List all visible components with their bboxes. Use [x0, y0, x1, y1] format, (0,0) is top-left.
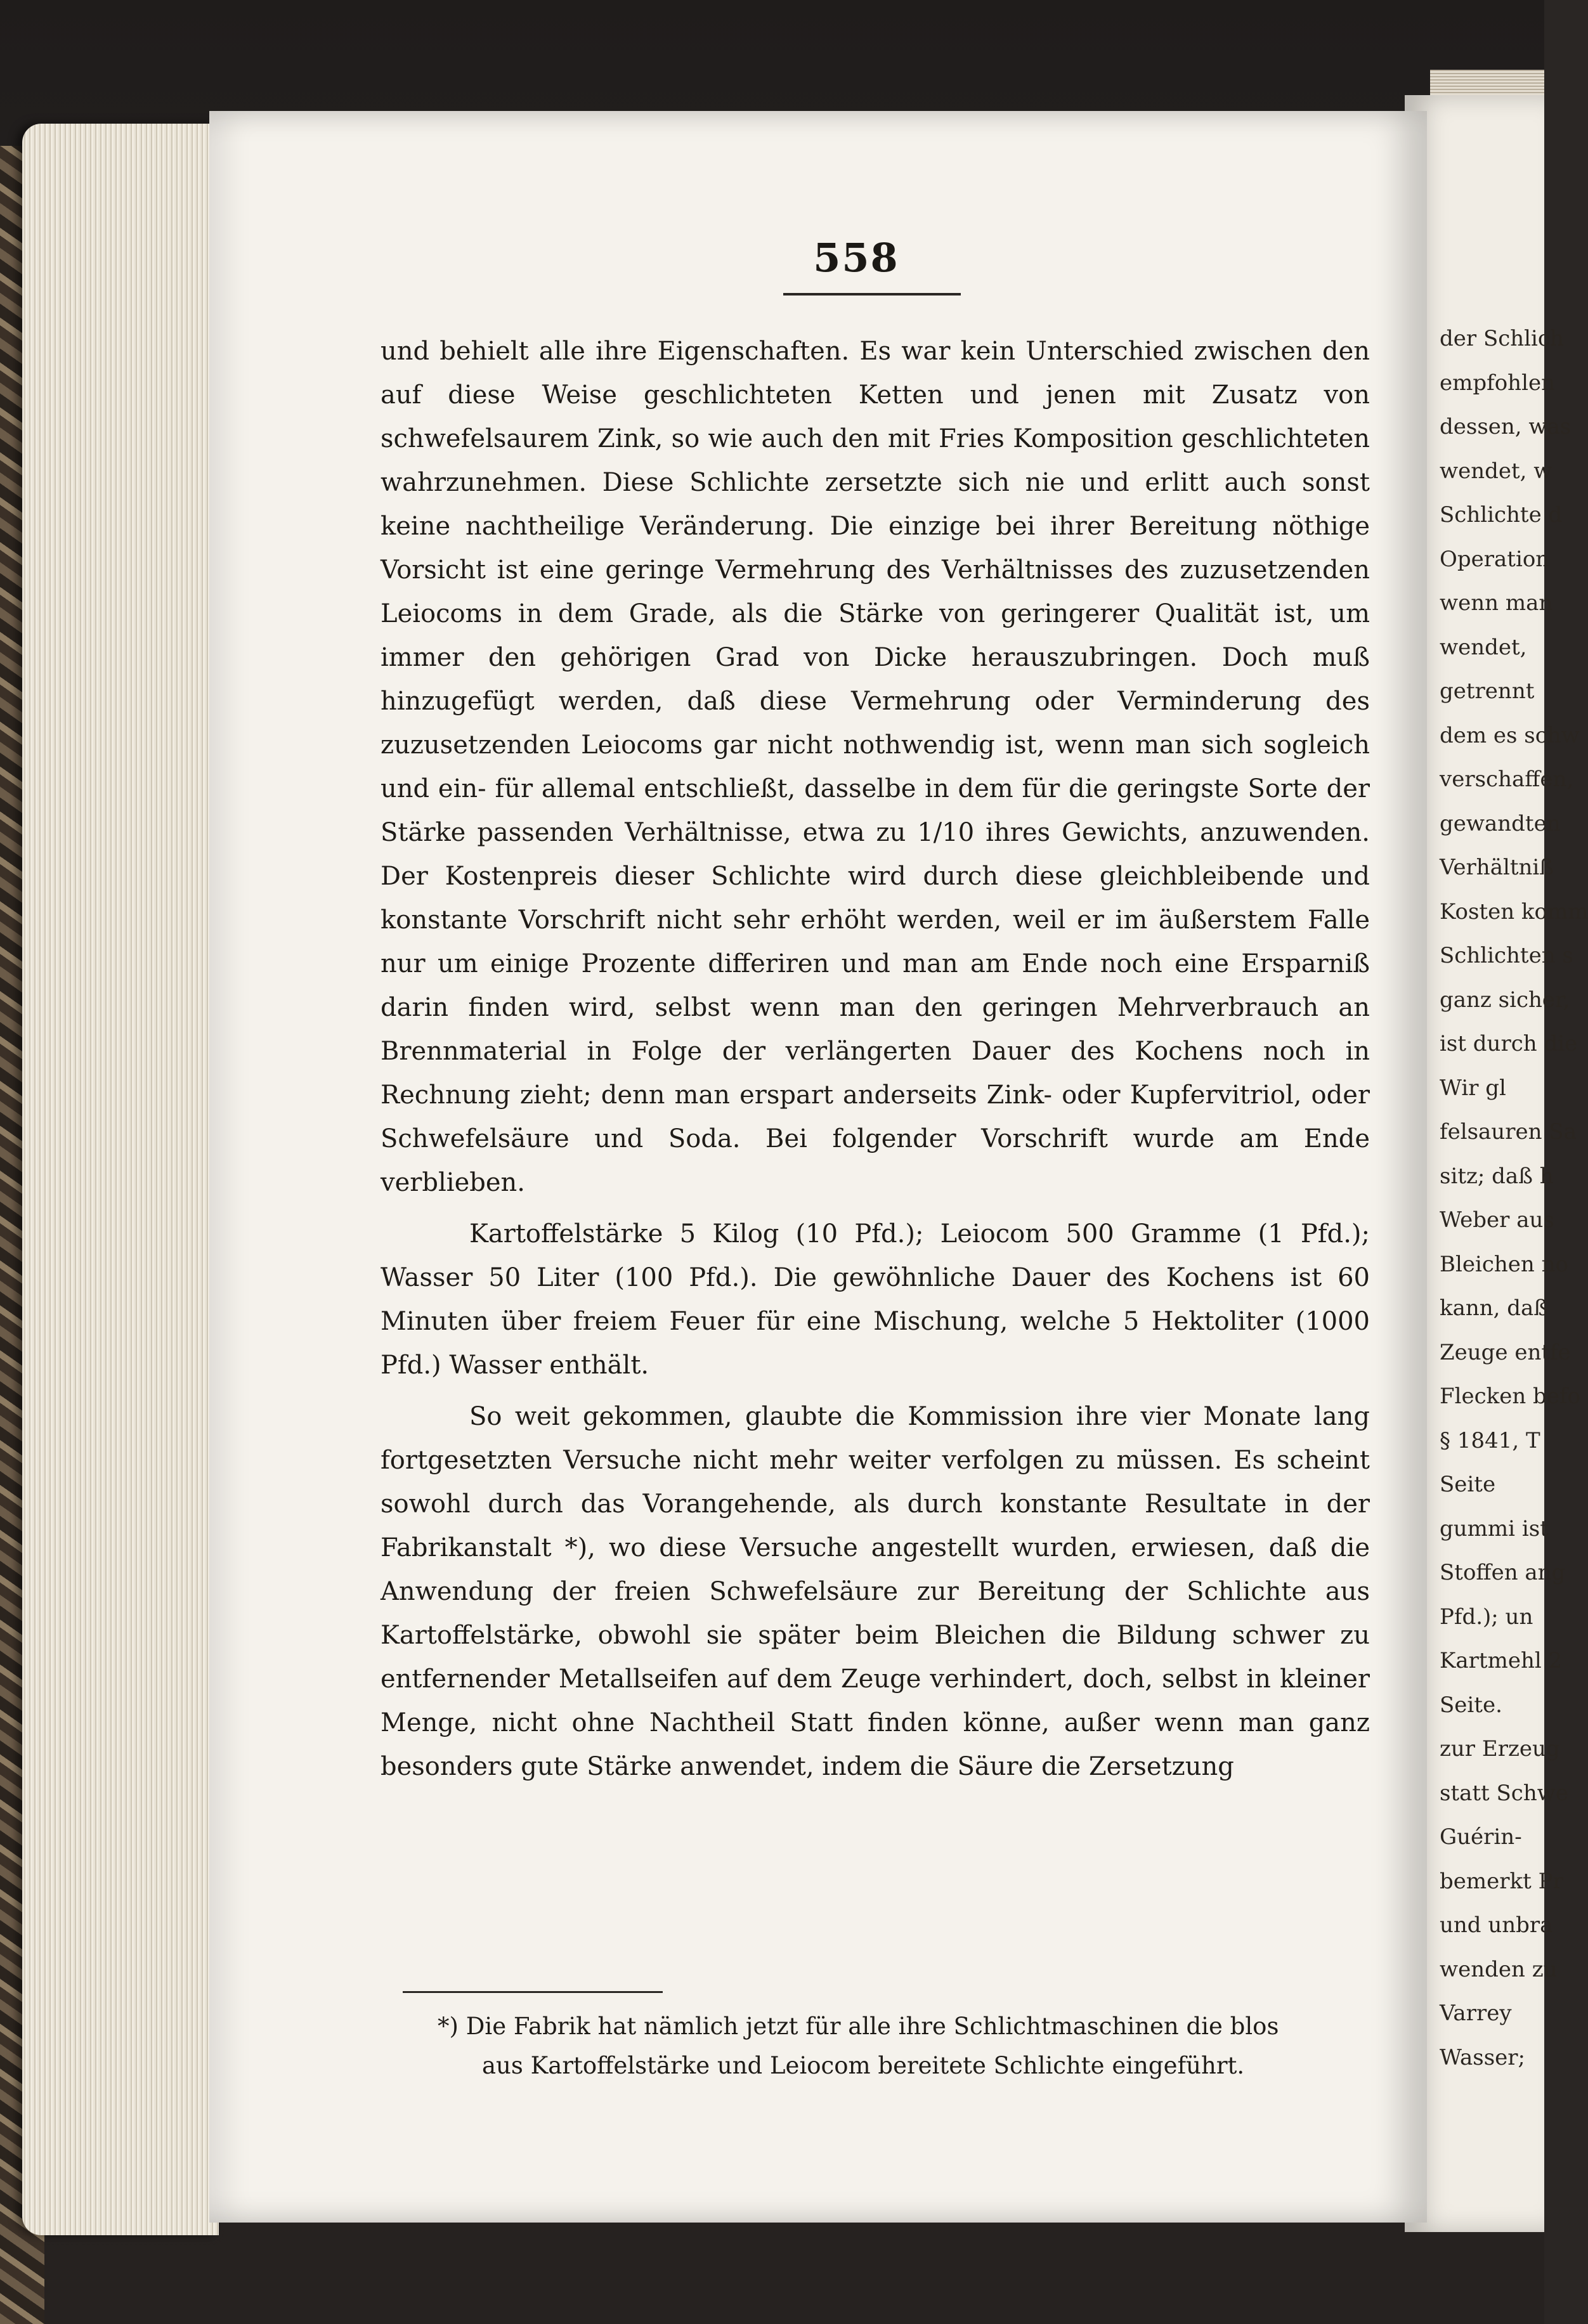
right-page-line: Kosten komm [1440, 899, 1588, 925]
right-page-line: Seite [1440, 1472, 1496, 1497]
right-page-text [1440, 317, 1588, 2080]
footnote-line-1: *) Die Fabrik hat nämlich jetzt für alle ihre Schlichtmaschinen die blos [438, 2013, 1279, 2040]
right-page-line: Kartmehl 2 [1440, 1648, 1563, 1673]
right-page-line: § 1841, T [1440, 1427, 1540, 1453]
right-page-line: Wir gl [1440, 1075, 1506, 1101]
right-page-line: Operation [1440, 546, 1550, 572]
page-number-rule [783, 293, 961, 295]
right-page-line: Pfd.); un [1440, 1604, 1533, 1630]
right-page-line: der Schlich [1440, 326, 1564, 351]
right-page-line: ist durch die [1440, 1031, 1578, 1056]
footnote-line-2: aus Kartoffelstärke und Leiocom bereitete Schlichte eingeführt. [482, 2052, 1245, 2079]
right-page-line: Wasser; [1440, 2044, 1525, 2070]
right-page-line: Varrey [1440, 2001, 1512, 2026]
right-page-line: Verhältniß [1440, 855, 1554, 880]
right-page-line: Zeuge entfe [1440, 1339, 1571, 1365]
right-page-line: gewandten [1440, 810, 1561, 836]
right-page-line: statt Schwe [1440, 1780, 1568, 1806]
right-page-line: sitz; daß h [1440, 1163, 1554, 1189]
footnote-rule [403, 1991, 663, 1993]
right-page-line: wendet, w [1440, 458, 1552, 484]
right-page-line: gummi ist [1440, 1516, 1549, 1542]
right-page-line: Guérin- [1440, 1824, 1522, 1850]
body-text [381, 330, 1370, 1789]
right-page-line: empfohlen [1440, 370, 1555, 396]
right-page-line: und unbra [1440, 1912, 1553, 1938]
page-block-edge [22, 124, 219, 2235]
right-page-line: verschaffen, [1440, 767, 1574, 792]
right-page-line: wenden zu [1440, 1956, 1558, 1982]
paragraph-3: So weit gekommen, glaubte die Kommission ihre vier Monate lang fortgesetzten Versuche nicht mehr weiter verfolgen zu müssen. Es scheint sowohl durch das Vorangehende, als durch konstante Resultate in der Fabrikanstalt *), wo diese Versuche angestellt wurden, erwiesen, daß die Anwendung der freien Schwefelsäure zur Bereitung der Schlichte aus Kartoffelstärke, obwohl sie später beim Bleichen die Bildung schwer zu entfernender Metallseifen auf dem Zeuge verhindert, doch, selbst in kleiner Menge, nicht ohne Nachtheil Statt finden könne, außer wenn man ganz besonders gute Stärke anwendet, indem die Säure die Zersetzung [381, 1402, 1370, 1781]
right-page-line: kann, daß [1440, 1295, 1549, 1321]
footnote [438, 2007, 1376, 2086]
right-page-line: wenn man [1440, 590, 1553, 616]
right-page-line: Seite. [1440, 1692, 1502, 1718]
right-page-line: felsauren Sa [1440, 1119, 1577, 1145]
right-page-line: dem es schw [1440, 722, 1580, 748]
right-page-line: zur Erzeug [1440, 1736, 1560, 1762]
right-page-line: bemerkt Pr [1440, 1868, 1563, 1894]
right-page-line: Stoffen ang [1440, 1560, 1566, 1585]
page-number: 558 [813, 235, 899, 281]
right-page-line: getrennt [1440, 678, 1535, 704]
right-page-line: Schlichte d [1440, 502, 1563, 528]
right-page-line: ganz sicher, [1440, 987, 1570, 1013]
paragraph-2: Kartoffelstärke 5 Kilog (10 Pfd.); Leiocom 500 Gramme (1 Pfd.); Wasser 50 Liter (100 Pfd.). Die gewöhnliche Dauer des Kochens ist 60 Minuten über freiem Feuer für eine Mischung, welche 5 Hektoliter (1000 Pfd.) Wasser enthält. [381, 1219, 1370, 1380]
right-page-line: wendet, [1440, 634, 1527, 660]
paragraph-1: und behielt alle ihre Eigenschaften. Es war kein Unterschied zwischen den auf diese Weise geschlichteten Ketten und jenen mit Zusatz von schwefelsaurem Zink, so wie auch den mit Fries Komposition geschlichteten wahrzunehmen. Diese Schlichte zersetzte sich nie und erlitt auch sonst keine nachtheilige Veränderung. Die einzige bei ihrer Bereitung nöthige Vorsicht ist eine geringe Vermehrung des Verhältnisses des zuzusetzenden Leiocoms in dem Grade, als die Stärke von geringerer Qualität ist, um immer den gehörigen Grad von Dicke herauszubringen. Doch muß hinzugefügt werden, daß diese Vermehrung oder Verminderung des zuzusetzenden Leiocoms gar nicht nothwendig ist, wenn man sich sogleich und ein- für allemal entschließt, dasselbe in dem für die geringste Sorte der Stärke passenden Verhältnisse, etwa zu 1/10 ihres Gewichts, anzuwenden. Der Kostenpreis dieser Schlichte wird durch diese gleichbleibende und konstante Vorschrift nicht sehr erhöht werden, weil er im äußerstem Falle nur um einige Prozente differiren und man am Ende noch eine Ersparniß darin finden wird, selbst wenn man den geringen Mehrverbrauch an Brennmaterial in Folge der verlängerten Dauer des Kochens noch in Rechnung zieht; denn man erspart anderseits Zink- oder Kupfervitriol, oder Schwefelsäure und Soda. Bei folgender Vorschrift wurde am Ende verblieben. [381, 337, 1370, 1197]
right-page-line: Flecken befo [1440, 1384, 1580, 1409]
right-page-line: dessen, was [1440, 414, 1572, 439]
right-page-line: Schlichten s [1440, 943, 1573, 968]
right-page-line: Weber aus [1440, 1207, 1554, 1233]
right-page-line: Bleichen no [1440, 1251, 1568, 1277]
